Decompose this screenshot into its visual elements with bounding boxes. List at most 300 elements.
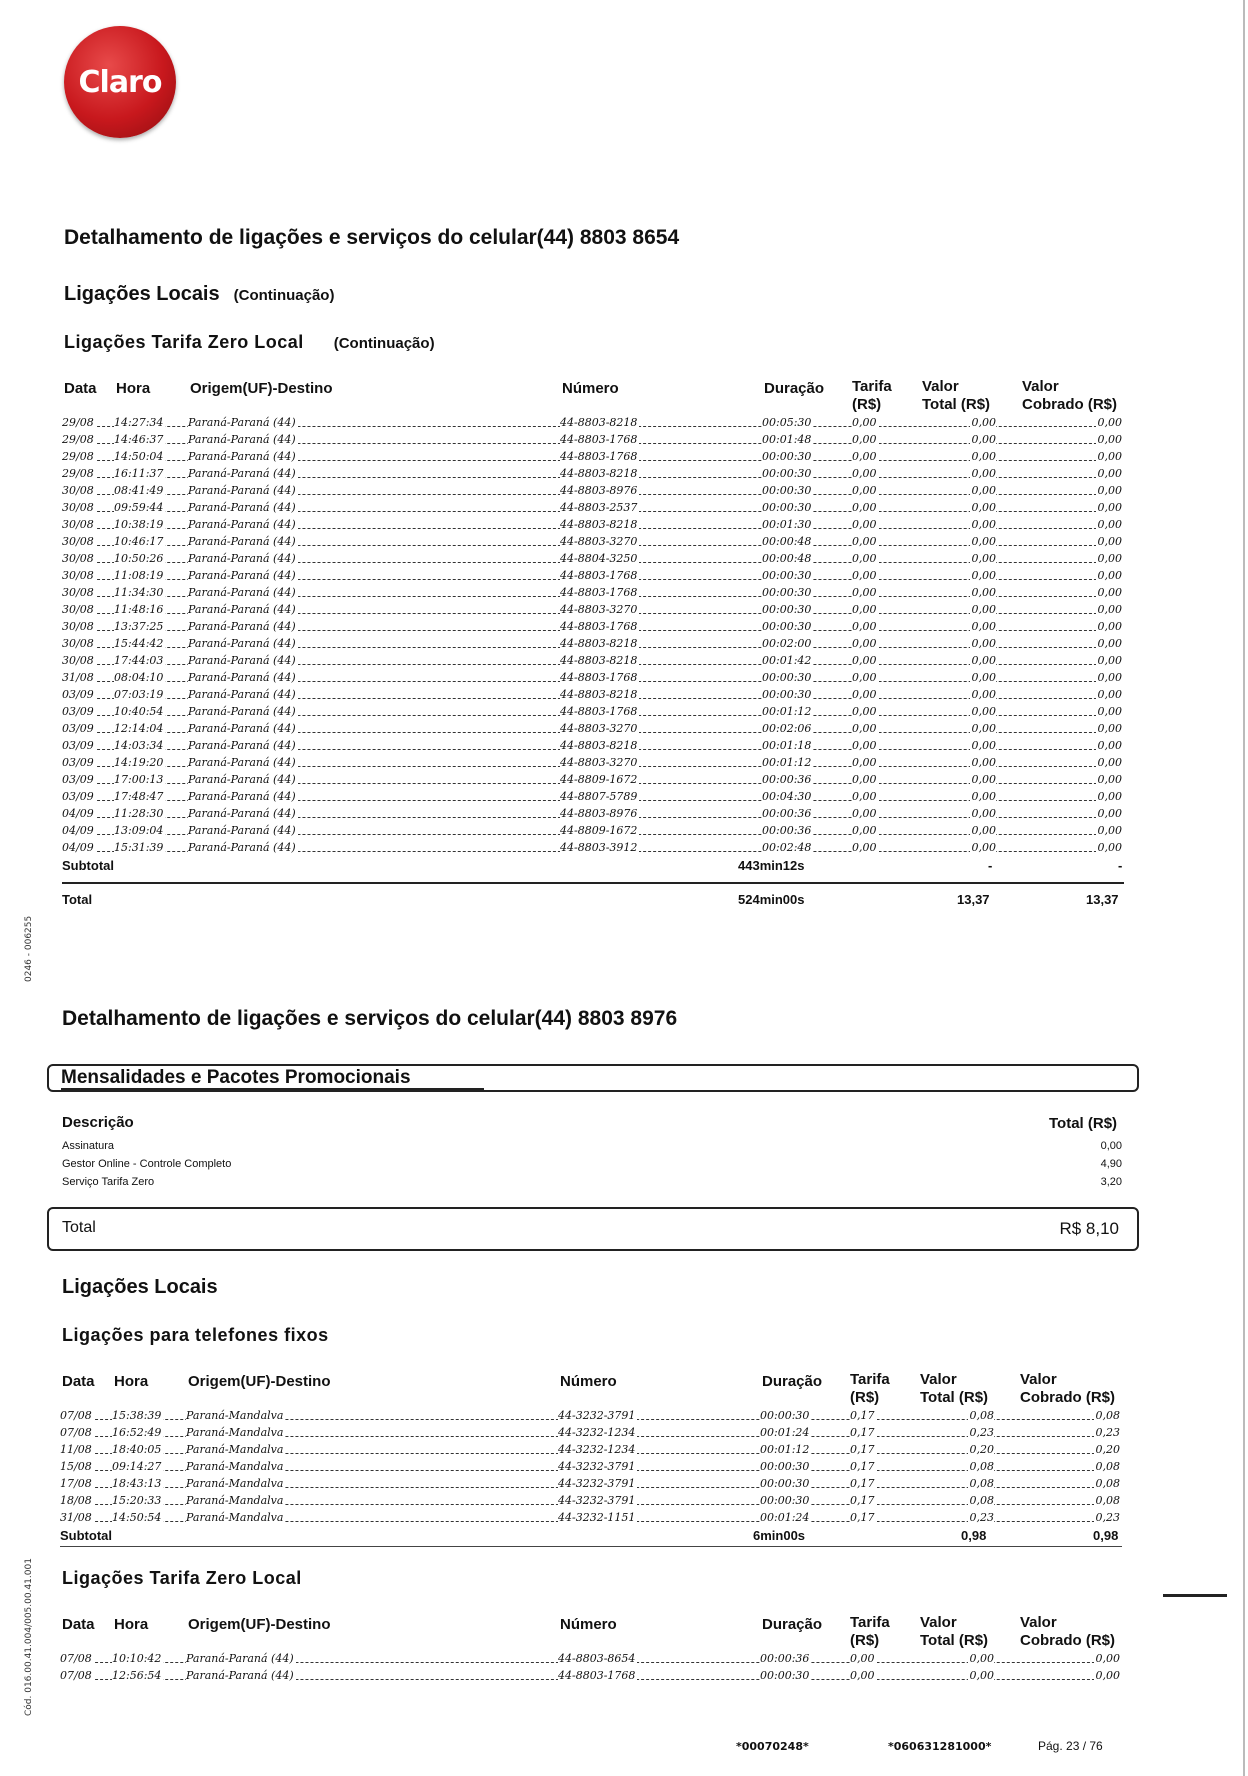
cell-origem: Paraná-Paraná (44)	[188, 535, 296, 548]
table-row	[60, 1667, 1120, 1684]
cell-origem: Paraná-Paraná (44)	[188, 416, 296, 429]
cell-tarifa: 0,00	[852, 705, 877, 718]
cell-data: 04/09	[62, 841, 94, 854]
table-row	[62, 601, 1122, 618]
cell-valor-total: 0,00	[971, 841, 996, 854]
cell-origem: Paraná-Paraná (44)	[188, 450, 296, 463]
cell-data: 29/08	[62, 450, 94, 463]
total-row	[62, 890, 1122, 908]
logo-text: Claro	[78, 64, 162, 100]
cell-valor-cobrado: 0,08	[1095, 1460, 1120, 1473]
cell-duracao: 00:04:30	[762, 790, 812, 803]
cell-tarifa: 0,17	[850, 1477, 875, 1490]
cell-duracao: 00:00:30	[760, 1669, 810, 1682]
cell-data: 30/08	[62, 535, 94, 548]
cell-tarifa: 0,00	[852, 535, 877, 548]
cell-numero: 44-8803-1768	[560, 620, 638, 633]
cell-valor-cobrado: 0,00	[1097, 586, 1122, 599]
cell-tarifa: 0,00	[852, 790, 877, 803]
mensalidades-total-label: Total	[62, 1219, 96, 1236]
table-row	[60, 1650, 1120, 1667]
cell-valor-total: 0,00	[969, 1652, 994, 1665]
cell-origem: Paraná-Paraná (44)	[188, 569, 296, 582]
cell-valor-cobrado: 0,00	[1097, 671, 1122, 684]
item-label: Assinatura	[62, 1140, 114, 1152]
cell-hora: 15:38:39	[112, 1409, 162, 1422]
cell-valor-cobrado: 0,00	[1097, 637, 1122, 650]
cell-valor-total: 0,00	[971, 807, 996, 820]
cell-hora: 15:44:42	[114, 637, 164, 650]
cell-tarifa: 0,00	[852, 841, 877, 854]
mensalidades-title: Mensalidades e Pacotes Promocionais	[61, 1067, 411, 1088]
cell-data: 30/08	[62, 620, 94, 633]
cell-hora: 10:50:26	[114, 552, 164, 565]
table-row	[62, 499, 1122, 516]
cell-hora: 14:50:54	[112, 1511, 162, 1524]
cell-tarifa: 0,00	[852, 586, 877, 599]
cell-valor-total: 0,00	[971, 569, 996, 582]
cell-valor-cobrado: 0,00	[1097, 535, 1122, 548]
total-valor-cobrado: 13,37	[1086, 892, 1119, 907]
mensalidades-total-box	[47, 1207, 1139, 1251]
table-body	[62, 414, 1122, 856]
cell-numero: 44-8803-2537	[560, 501, 638, 514]
col-hora: Hora	[116, 380, 151, 397]
cell-data: 31/08	[60, 1511, 92, 1524]
cell-numero: 44-3232-1151	[558, 1511, 636, 1524]
cell-duracao: 00:01:18	[762, 739, 812, 752]
cell-numero: 44-8803-3270	[560, 603, 638, 616]
cell-numero: 44-8807-5789	[560, 790, 638, 803]
cell-numero: 44-3232-3791	[558, 1477, 636, 1490]
section1-title: Detalhamento de ligações e serviços do celular(44) 8803 8654	[64, 226, 680, 249]
cell-duracao: 00:00:30	[762, 501, 812, 514]
cell-valor-cobrado: 0,08	[1095, 1409, 1120, 1422]
cell-valor-cobrado: 0,08	[1095, 1494, 1120, 1507]
col-hora: Hora	[114, 1373, 149, 1390]
col-valor-total: Valor Total (R$)	[920, 1371, 989, 1406]
table-row	[60, 1424, 1120, 1441]
cell-tarifa: 0,00	[852, 603, 877, 616]
cell-duracao: 00:00:30	[760, 1409, 810, 1422]
cell-hora: 14:46:37	[114, 433, 164, 446]
cell-valor-total: 0,00	[971, 620, 996, 633]
cell-duracao: 00:01:42	[762, 654, 812, 667]
table-row	[62, 669, 1122, 686]
table-row	[62, 720, 1122, 737]
cell-duracao: 00:00:30	[760, 1460, 810, 1473]
cell-valor-cobrado: 0,00	[1095, 1652, 1120, 1665]
table-row	[60, 1509, 1120, 1526]
table-header	[60, 1373, 1120, 1407]
cell-valor-cobrado: 0,00	[1097, 654, 1122, 667]
table-row	[62, 737, 1122, 754]
cell-origem: Paraná-Mandalva	[186, 1477, 284, 1490]
table-body	[60, 1407, 1120, 1526]
cell-data: 03/09	[62, 705, 94, 718]
cell-origem: Paraná-Paraná (44)	[186, 1652, 294, 1665]
col-numero: Número	[562, 380, 619, 397]
section2-group-title: Ligações Locais	[62, 1276, 218, 1298]
cell-hora: 12:56:54	[112, 1669, 162, 1682]
cell-duracao: 00:00:36	[762, 807, 812, 820]
table-tarifa-zero-cont	[62, 380, 1122, 908]
claro-logo	[64, 26, 176, 138]
cell-valor-cobrado: 0,00	[1097, 841, 1122, 854]
cell-numero: 44-8803-8218	[560, 467, 638, 480]
cell-tarifa: 0,17	[850, 1511, 875, 1524]
col-numero: Número	[560, 1616, 617, 1633]
cell-numero: 44-8803-1768	[558, 1669, 636, 1682]
cell-tarifa: 0,00	[852, 569, 877, 582]
cell-valor-cobrado: 0,08	[1095, 1477, 1120, 1490]
cell-tarifa: 0,00	[850, 1669, 875, 1682]
cell-data: 29/08	[62, 416, 94, 429]
cell-origem: Paraná-Paraná (44)	[188, 501, 296, 514]
cell-origem: Paraná-Paraná (44)	[188, 637, 296, 650]
section2-title: Detalhamento de ligações e serviços do celular(44) 8803 8976	[62, 1007, 678, 1030]
fixos-title: Ligações para telefones fixos	[62, 1325, 329, 1345]
table-row	[60, 1407, 1120, 1424]
item-value: 0,00	[1100, 1140, 1122, 1152]
cell-duracao: 00:00:30	[762, 450, 812, 463]
table-row	[62, 703, 1122, 720]
cell-origem: Paraná-Paraná (44)	[188, 824, 296, 837]
col-data: Data	[64, 380, 97, 397]
cell-hora: 08:41:49	[114, 484, 164, 497]
cell-valor-cobrado: 0,23	[1095, 1426, 1120, 1439]
cell-origem: Paraná-Paraná (44)	[188, 688, 296, 701]
cell-valor-total: 0,00	[971, 450, 996, 463]
cell-valor-total: 0,00	[971, 535, 996, 548]
col-duracao: Duração	[762, 1616, 823, 1633]
cell-data: 07/08	[60, 1652, 92, 1665]
cell-valor-total: 0,00	[971, 416, 996, 429]
cell-hora: 11:08:19	[114, 569, 164, 582]
cell-tarifa: 0,00	[852, 671, 877, 684]
cell-tarifa: 0,17	[850, 1409, 875, 1422]
cell-duracao: 00:01:12	[760, 1443, 810, 1456]
cell-data: 30/08	[62, 552, 94, 565]
cell-tarifa: 0,00	[852, 722, 877, 735]
col-valor-cobrado: Valor Cobrado (R$)	[1022, 378, 1117, 413]
col-tarifa: Tarifa (R$)	[850, 1614, 890, 1649]
cell-data: 18/08	[60, 1494, 92, 1507]
cell-duracao: 00:00:30	[762, 569, 812, 582]
mensalidades-list	[62, 1137, 1122, 1191]
subtotal-valor-total: 0,98	[961, 1528, 987, 1543]
cell-data: 03/09	[62, 773, 94, 786]
cell-valor-cobrado: 0,00	[1097, 416, 1122, 429]
zero-title: Ligações Tarifa Zero Local	[62, 1568, 302, 1588]
item-value: 4,90	[1100, 1158, 1122, 1170]
cell-origem: Paraná-Paraná (44)	[188, 467, 296, 480]
cell-data: 04/09	[62, 824, 94, 837]
cell-tarifa: 0,00	[852, 450, 877, 463]
subtotal-row	[60, 1526, 1120, 1544]
cell-numero: 44-8803-3270	[560, 535, 638, 548]
cell-duracao: 00:00:36	[762, 824, 812, 837]
cell-hora: 14:27:34	[114, 416, 164, 429]
cell-hora: 14:50:04	[114, 450, 164, 463]
cell-valor-cobrado: 0,00	[1097, 467, 1122, 480]
table-row	[62, 839, 1122, 856]
cell-valor-cobrado: 0,00	[1097, 807, 1122, 820]
cell-numero: 44-8803-1768	[560, 450, 638, 463]
cell-origem: Paraná-Paraná (44)	[188, 807, 296, 820]
cell-duracao: 00:01:48	[762, 433, 812, 446]
cell-valor-cobrado: 0,00	[1095, 1669, 1120, 1682]
cell-duracao: 00:00:30	[760, 1477, 810, 1490]
table-row	[62, 465, 1122, 482]
cell-tarifa: 0,00	[852, 773, 877, 786]
cell-origem: Paraná-Paraná (44)	[188, 603, 296, 616]
cell-valor-total: 0,08	[969, 1460, 994, 1473]
item-label: Serviço Tarifa Zero	[62, 1176, 155, 1188]
table-header	[62, 380, 1122, 414]
table-row	[62, 584, 1122, 601]
cell-numero: 44-8803-8976	[560, 807, 638, 820]
total-label: Total	[62, 892, 93, 907]
cell-numero: 44-8809-1672	[560, 773, 638, 786]
cell-duracao: 00:00:30	[762, 620, 812, 633]
cell-hora: 15:20:33	[112, 1494, 162, 1507]
cell-duracao: 00:00:30	[760, 1494, 810, 1507]
cell-hora: 07:03:19	[114, 688, 164, 701]
table-row	[62, 448, 1122, 465]
cell-duracao: 00:00:30	[762, 467, 812, 480]
cell-valor-total: 0,00	[971, 552, 996, 565]
cell-origem: Paraná-Paraná (44)	[188, 841, 296, 854]
cell-data: 31/08	[62, 671, 94, 684]
total-rule	[62, 882, 1124, 884]
cell-origem: Paraná-Mandalva	[186, 1443, 284, 1456]
cell-valor-total: 0,00	[971, 518, 996, 531]
cell-data: 30/08	[62, 569, 94, 582]
cell-data: 30/08	[62, 518, 94, 531]
side-code: 0246 - 006255	[24, 915, 34, 982]
cell-origem: Paraná-Paraná (44)	[188, 722, 296, 735]
cell-valor-total: 0,00	[971, 586, 996, 599]
table-row	[62, 533, 1122, 550]
cell-duracao: 00:01:12	[762, 756, 812, 769]
cell-duracao: 00:01:30	[762, 518, 812, 531]
cell-valor-total: 0,20	[969, 1443, 994, 1456]
table-row	[62, 414, 1122, 431]
cell-numero: 44-8803-3912	[560, 841, 638, 854]
cell-data: 30/08	[62, 484, 94, 497]
cell-hora: 17:00:13	[114, 773, 164, 786]
cell-hora: 10:46:17	[114, 535, 164, 548]
cell-valor-total: 0,00	[971, 433, 996, 446]
cell-valor-cobrado: 0,00	[1097, 824, 1122, 837]
cell-origem: Paraná-Paraná (44)	[188, 484, 296, 497]
cell-numero: 44-8803-3270	[560, 756, 638, 769]
cell-hora: 08:04:10	[114, 671, 164, 684]
cell-tarifa: 0,00	[852, 824, 877, 837]
cell-duracao: 00:00:30	[762, 586, 812, 599]
cell-origem: Paraná-Mandalva	[186, 1409, 284, 1422]
cell-duracao: 00:00:30	[762, 688, 812, 701]
cell-numero: 44-3232-3791	[558, 1494, 636, 1507]
cell-data: 17/08	[60, 1477, 92, 1490]
cell-hora: 11:48:16	[114, 603, 164, 616]
box-underline	[61, 1088, 484, 1090]
cell-hora: 10:40:54	[114, 705, 164, 718]
cell-numero: 44-8809-1672	[560, 824, 638, 837]
col-origem: Origem(UF)-Destino	[188, 1373, 331, 1390]
cell-data: 29/08	[62, 467, 94, 480]
cell-hora: 13:37:25	[114, 620, 164, 633]
list-item	[62, 1173, 1122, 1191]
table-body	[60, 1650, 1120, 1684]
item-label: Gestor Online - Controle Completo	[62, 1158, 232, 1170]
cell-valor-total: 0,00	[971, 756, 996, 769]
cell-valor-cobrado: 0,00	[1097, 552, 1122, 565]
table-row	[62, 431, 1122, 448]
cell-origem: Paraná-Paraná (44)	[188, 518, 296, 531]
subtotal-valor-cobrado: 0,98	[1093, 1528, 1119, 1543]
subtotal-valor-cobrado: -	[1118, 858, 1123, 873]
cell-origem: Paraná-Mandalva	[186, 1511, 284, 1524]
page-number: Pág. 23 / 76	[1038, 1739, 1103, 1753]
section1-sub-title	[64, 332, 435, 353]
cell-valor-cobrado: 0,00	[1097, 722, 1122, 735]
cell-hora: 09:59:44	[114, 501, 164, 514]
cell-numero: 44-8803-8976	[560, 484, 638, 497]
subtotal-duracao: 6min00s	[753, 1528, 806, 1543]
cell-origem: Paraná-Paraná (44)	[188, 773, 296, 786]
cell-origem: Paraná-Paraná (44)	[188, 552, 296, 565]
cell-valor-total: 0,00	[971, 467, 996, 480]
table-row	[60, 1458, 1120, 1475]
cell-valor-cobrado: 0,00	[1097, 739, 1122, 752]
table-row	[62, 635, 1122, 652]
cell-hora: 10:38:19	[114, 518, 164, 531]
cell-origem: Paraná-Paraná (44)	[188, 790, 296, 803]
cell-tarifa: 0,00	[852, 739, 877, 752]
section1-group-title	[64, 283, 334, 306]
cell-data: 03/09	[62, 722, 94, 735]
cell-numero: 44-3232-3791	[558, 1460, 636, 1473]
cell-origem: Paraná-Paraná (44)	[188, 654, 296, 667]
cell-origem: Paraná-Mandalva	[186, 1460, 284, 1473]
cell-data: 30/08	[62, 501, 94, 514]
table-row	[62, 771, 1122, 788]
cell-data: 30/08	[62, 654, 94, 667]
cell-numero: 44-8803-8218	[560, 637, 638, 650]
cell-numero: 44-8803-8218	[560, 654, 638, 667]
cell-hora: 12:14:04	[114, 722, 164, 735]
col-data: Data	[62, 1373, 95, 1390]
col-valor-total: Valor Total (R$)	[920, 1614, 989, 1649]
cell-valor-total: 0,23	[969, 1426, 994, 1439]
cell-valor-total: 0,00	[971, 671, 996, 684]
table-row	[60, 1441, 1120, 1458]
cell-tarifa: 0,00	[852, 637, 877, 650]
table-row	[62, 805, 1122, 822]
list-item	[62, 1155, 1122, 1173]
cell-tarifa: 0,17	[850, 1460, 875, 1473]
col-tarifa: Tarifa (R$)	[850, 1371, 890, 1406]
cell-tarifa: 0,17	[850, 1494, 875, 1507]
cell-numero: 44-8803-3270	[560, 722, 638, 735]
cell-tarifa: 0,00	[850, 1652, 875, 1665]
item-value: 3,20	[1100, 1176, 1122, 1188]
cell-hora: 11:34:30	[114, 586, 164, 599]
table-header	[60, 1616, 1120, 1650]
cell-duracao: 00:01:24	[760, 1426, 810, 1439]
cell-hora: 15:31:39	[114, 841, 164, 854]
subtotal-duracao: 443min12s	[738, 858, 805, 873]
cell-duracao: 00:00:48	[762, 552, 812, 565]
cell-hora: 13:09:04	[114, 824, 164, 837]
side-code-2: Cód. 016.00.41.004/005.00.41.001	[24, 1558, 34, 1716]
cell-duracao: 00:00:30	[762, 603, 812, 616]
cell-origem: Paraná-Paraná (44)	[186, 1669, 294, 1682]
cell-valor-total: 0,00	[971, 824, 996, 837]
cell-tarifa: 0,00	[852, 620, 877, 633]
cell-tarifa: 0,00	[852, 416, 877, 429]
cell-hora: 09:14:27	[112, 1460, 162, 1473]
cell-data: 07/08	[60, 1409, 92, 1422]
table-telefones-fixos	[60, 1373, 1120, 1547]
col-origem: Origem(UF)-Destino	[190, 380, 333, 397]
cell-valor-total: 0,08	[969, 1409, 994, 1422]
cell-numero: 44-8803-1768	[560, 671, 638, 684]
col-numero: Número	[560, 1373, 617, 1390]
cell-duracao: 00:00:30	[762, 484, 812, 497]
footer-code-2: *060631281000*	[888, 1740, 992, 1753]
cell-valor-total: 0,00	[971, 790, 996, 803]
cell-valor-cobrado: 0,00	[1097, 433, 1122, 446]
cell-tarifa: 0,00	[852, 807, 877, 820]
cell-valor-total: 0,00	[971, 688, 996, 701]
cell-valor-cobrado: 0,00	[1097, 705, 1122, 718]
cell-numero: 44-8803-8218	[560, 739, 638, 752]
subtotal-label: Subtotal	[60, 1528, 112, 1543]
cell-numero: 44-8804-3250	[560, 552, 638, 565]
cell-duracao: 00:02:06	[762, 722, 812, 735]
cell-origem: Paraná-Paraná (44)	[188, 433, 296, 446]
cell-origem: Paraná-Paraná (44)	[188, 586, 296, 599]
cell-data: 29/08	[62, 433, 94, 446]
table-row	[62, 788, 1122, 805]
cell-tarifa: 0,17	[850, 1426, 875, 1439]
cell-numero: 44-8803-8218	[560, 518, 638, 531]
total-duracao: 524min00s	[738, 892, 805, 907]
cell-hora: 11:28:30	[114, 807, 164, 820]
cell-data: 30/08	[62, 586, 94, 599]
cell-numero: 44-3232-1234	[558, 1443, 636, 1456]
table-row	[62, 482, 1122, 499]
cell-hora: 10:10:42	[112, 1652, 162, 1665]
group-title-text: Ligações Locais	[64, 283, 220, 305]
cell-duracao: 00:00:36	[760, 1652, 810, 1665]
cell-duracao: 00:01:24	[760, 1511, 810, 1524]
cell-valor-total: 0,00	[971, 501, 996, 514]
table-row	[60, 1475, 1120, 1492]
cell-tarifa: 0,00	[852, 756, 877, 769]
subtotal-label: Subtotal	[62, 858, 114, 873]
cell-valor-cobrado: 0,00	[1097, 773, 1122, 786]
cell-data: 11/08	[60, 1443, 92, 1456]
table-row	[62, 652, 1122, 669]
cell-data: 07/08	[60, 1426, 92, 1439]
cell-tarifa: 0,00	[852, 501, 877, 514]
col-hora: Hora	[114, 1616, 149, 1633]
cell-tarifa: 0,00	[852, 433, 877, 446]
